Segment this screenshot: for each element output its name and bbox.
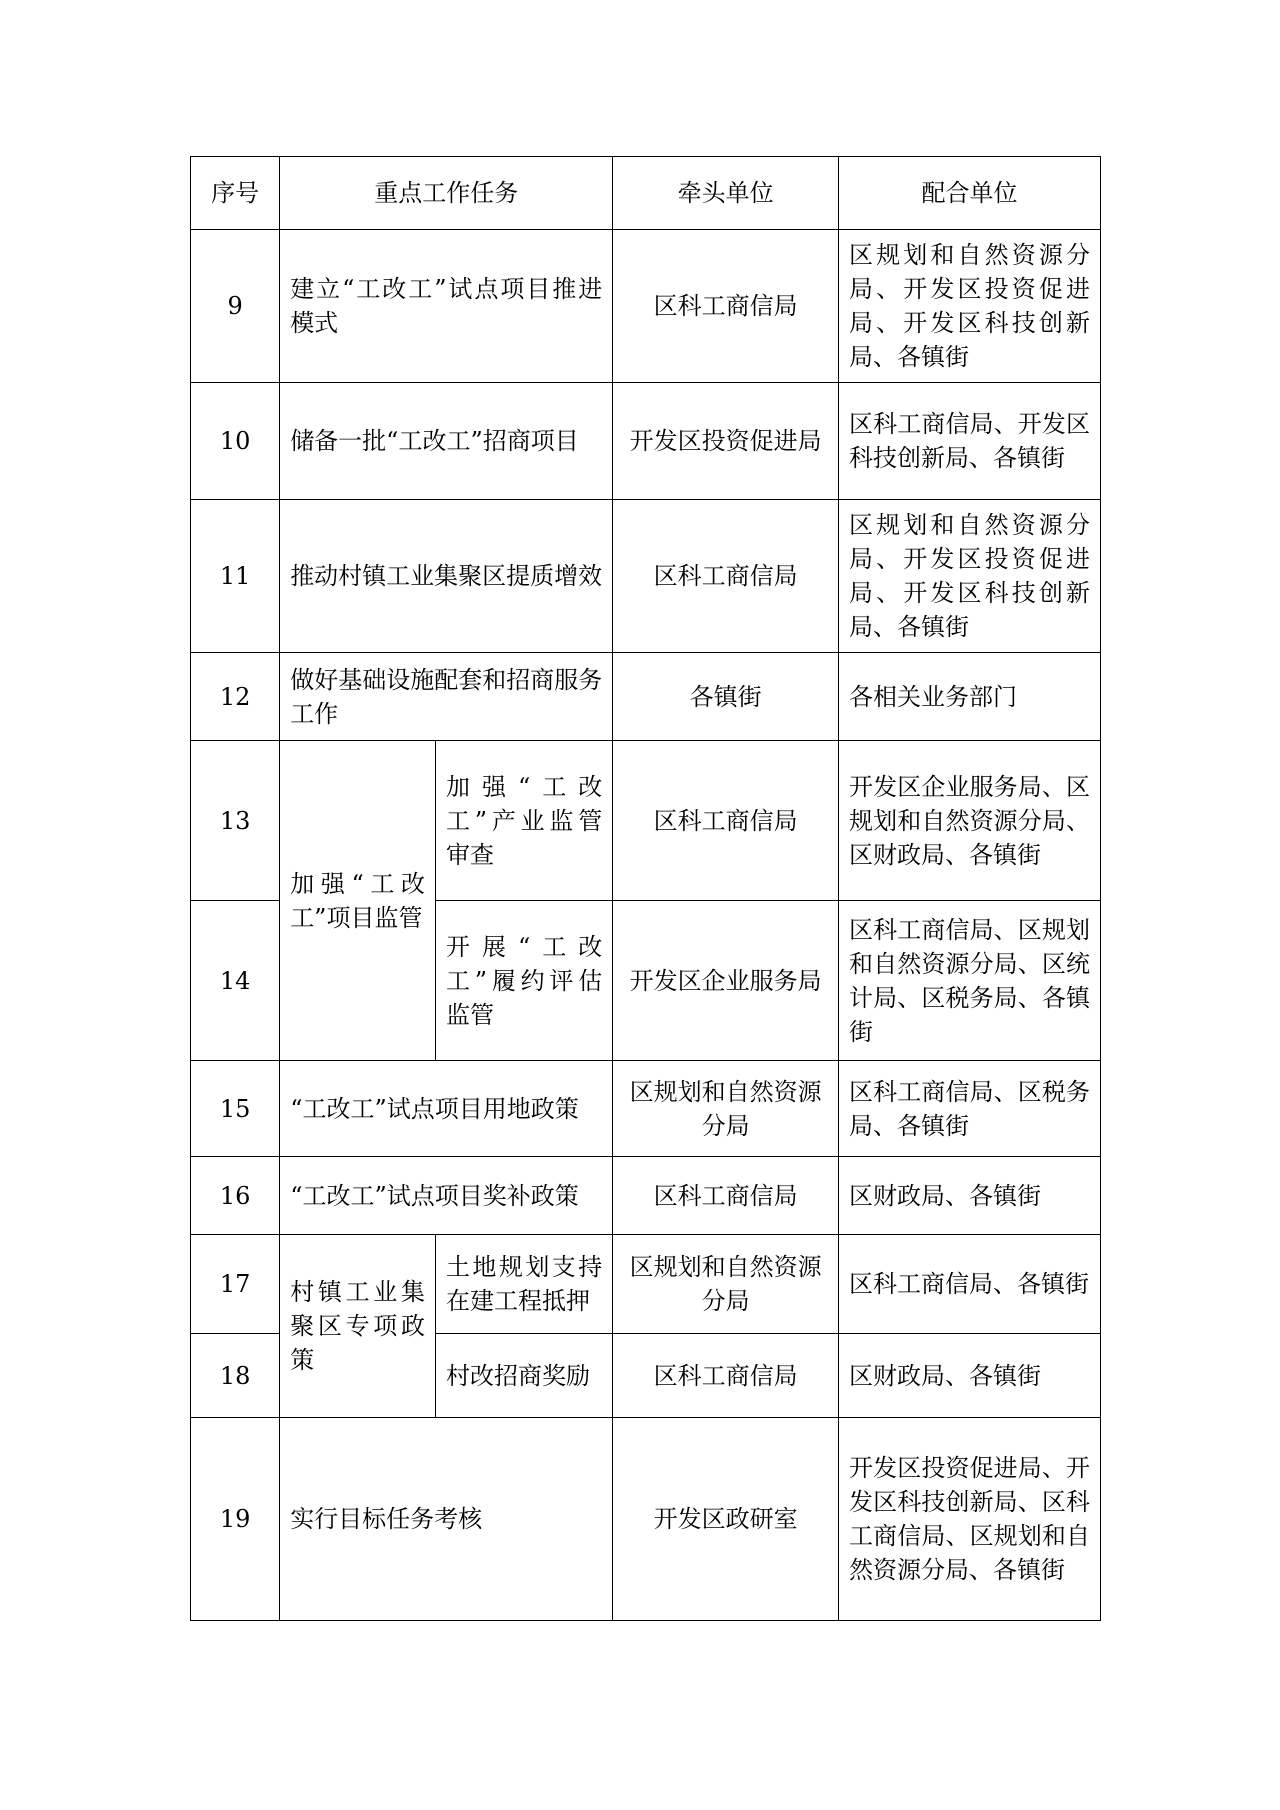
row-lead: 开发区投资促进局 [613,383,839,500]
row-task: 储备一批“工改工”招商项目 [280,383,613,500]
row-coop: 开发区企业服务局、区规划和自然资源分局、区财政局、各镇街 [839,741,1101,901]
row-coop: 区规划和自然资源分局、开发区投资促进局、开发区科技创新局、各镇街 [839,500,1101,653]
row-seq: 10 [191,383,280,500]
table-row [191,741,1101,901]
row-lead: 各镇街 [613,653,839,741]
row-task: “工改工”试点项目用地政策 [280,1061,613,1157]
row-seq: 17 [191,1235,280,1334]
row-coop: 区科工商信局、区规划和自然资源分局、区统计局、区税务局、各镇街 [839,901,1101,1061]
task-table [190,156,1101,1621]
row-task-group: 村镇工业集聚区专项政策 [280,1235,436,1418]
row-task: 实行目标任务考核 [280,1418,613,1621]
row-task: 建立“工改工”试点项目推进模式 [280,230,613,383]
row-coop: 区规划和自然资源分局、开发区投资促进局、开发区科技创新局、各镇街 [839,230,1101,383]
row-lead: 区规划和自然资源分局 [613,1061,839,1157]
table-header-row [191,157,1101,230]
row-lead: 区科工商信局 [613,1334,839,1418]
row-task: “工改工”试点项目奖补政策 [280,1157,613,1235]
row-coop: 区财政局、各镇街 [839,1157,1101,1235]
row-coop: 区财政局、各镇街 [839,1334,1101,1418]
table-row [191,1235,1101,1334]
row-seq: 18 [191,1334,280,1418]
row-lead: 区科工商信局 [613,500,839,653]
row-subtask: 开展“工改工”履约评估监管 [435,901,612,1061]
table-row [191,500,1101,653]
row-seq: 15 [191,1061,280,1157]
row-task: 做好基础设施配套和招商服务工作 [280,653,613,741]
row-coop: 区科工商信局、各镇街 [839,1235,1101,1334]
row-subtask: 土地规划支持在建工程抵押 [435,1235,612,1334]
row-coop: 各相关业务部门 [839,653,1101,741]
table-row [191,230,1101,383]
row-task: 推动村镇工业集聚区提质增效 [280,500,613,653]
table-row [191,1061,1101,1157]
row-seq: 11 [191,500,280,653]
row-seq: 19 [191,1418,280,1621]
header-seq: 序号 [191,157,280,230]
row-subtask: 加强“工改工”产业监管审查 [435,741,612,901]
row-lead: 开发区政研室 [613,1418,839,1621]
header-lead: 牵头单位 [613,157,839,230]
row-lead: 区科工商信局 [613,1157,839,1235]
row-coop: 区科工商信局、开发区科技创新局、各镇街 [839,383,1101,500]
row-seq: 14 [191,901,280,1061]
header-task: 重点工作任务 [280,157,613,230]
row-lead: 区科工商信局 [613,741,839,901]
row-task-group: 加强“工改工”项目监管 [280,741,436,1061]
row-seq: 12 [191,653,280,741]
row-seq: 16 [191,1157,280,1235]
row-seq: 9 [191,230,280,383]
table-row [191,1157,1101,1235]
table-row [191,1418,1101,1621]
row-coop: 区科工商信局、区税务局、各镇街 [839,1061,1101,1157]
row-seq: 13 [191,741,280,901]
table-row [191,383,1101,500]
row-lead: 区规划和自然资源分局 [613,1235,839,1334]
row-lead: 开发区企业服务局 [613,901,839,1061]
header-coop: 配合单位 [839,157,1101,230]
row-subtask: 村改招商奖励 [435,1334,612,1418]
table-row [191,653,1101,741]
row-coop: 开发区投资促进局、开发区科技创新局、区科工商信局、区规划和自然资源分局、各镇街 [839,1418,1101,1621]
row-lead: 区科工商信局 [613,230,839,383]
